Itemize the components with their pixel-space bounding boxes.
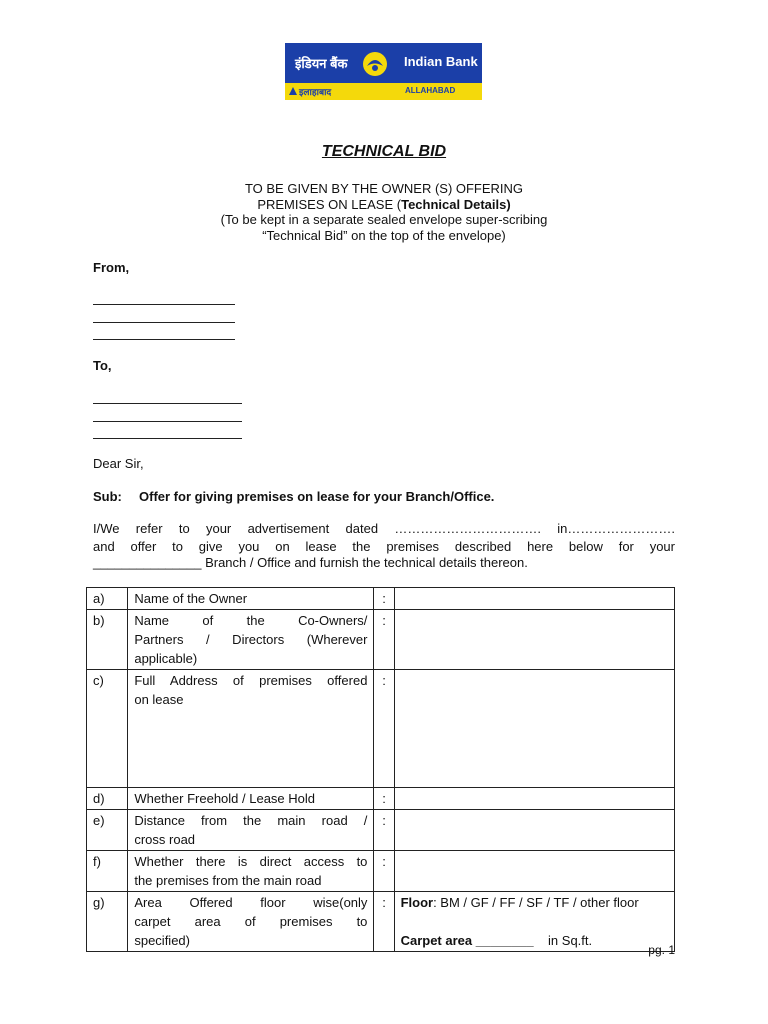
row-separator: :: [374, 810, 394, 851]
subject-label: Sub:: [93, 489, 122, 504]
row-id: a): [87, 588, 128, 610]
row-label-line: Area Offered floor wise(only: [134, 895, 368, 910]
from-blank-line[interactable]: [93, 304, 235, 305]
floor-label: Floor: [400, 895, 434, 910]
row-id: d): [87, 788, 128, 810]
row-label-line: applicable): [134, 651, 198, 666]
to-blank-line[interactable]: [93, 421, 242, 422]
document-title: TECHNICAL BID: [321, 143, 447, 160]
row-label: [128, 851, 374, 892]
freehold-leasehold-field[interactable]: [394, 788, 674, 810]
row-separator: :: [374, 892, 394, 952]
from-label: From,: [93, 260, 130, 275]
carpet-area-line: [401, 931, 668, 950]
page-number: pg. 1: [648, 943, 675, 957]
subtitle-line-2-prefix: PREMISES ON LEASE (: [257, 197, 402, 212]
subject-text: Offer for giving premises on lease for your Branch/Office.: [139, 489, 495, 504]
row-separator: :: [374, 788, 394, 810]
branch-blank[interactable]: _______________: [93, 555, 202, 570]
row-label: [128, 892, 374, 952]
row-label-line: the premises from the main road: [134, 873, 322, 888]
to-blank-line[interactable]: [93, 438, 242, 439]
row-label-line: carpet area of premises to: [134, 914, 368, 929]
row-label-line: cross road: [134, 832, 196, 847]
subtitle-line-1: TO BE GIVEN BY THE OWNER (S) OFFERING: [244, 181, 524, 196]
distance-field[interactable]: [394, 810, 674, 851]
floor-line: [401, 893, 668, 912]
table-row: [87, 810, 675, 851]
to-blank-line[interactable]: [93, 403, 242, 404]
row-separator: :: [374, 670, 394, 788]
row-label-line: specified): [134, 933, 190, 948]
row-id: e): [87, 810, 128, 851]
carpet-area-unit: in Sq.ft.: [548, 933, 593, 948]
table-row: [87, 670, 675, 788]
intro-line-2: and offer to give you on lease the premises described here below for your: [93, 539, 675, 554]
row-label-line: Full Address of premises offered: [134, 673, 368, 688]
bank-emblem-icon: [361, 50, 389, 78]
row-separator: :: [374, 588, 394, 610]
logo-english-sub: ALLAHABAD: [405, 86, 456, 95]
table-row: [87, 892, 675, 952]
to-label: To,: [93, 358, 112, 373]
intro-line-3: [93, 555, 675, 570]
from-blank-line[interactable]: [93, 322, 235, 323]
table-row: [87, 588, 675, 610]
row-id: f): [87, 851, 128, 892]
owner-name-field[interactable]: [394, 588, 674, 610]
row-label-line: Distance from the main road /: [134, 813, 368, 828]
carpet-area-label: Carpet area: [400, 933, 473, 948]
table-row: [87, 851, 675, 892]
row-label-line: on lease: [134, 692, 184, 707]
row-label-line: Whether there is direct access to: [134, 854, 368, 869]
row-id: g): [87, 892, 128, 952]
from-blank-line[interactable]: [93, 339, 235, 340]
row-separator: :: [374, 851, 394, 892]
row-label-line: Name of the Co-Owners/: [134, 613, 368, 628]
row-id: b): [87, 610, 128, 670]
subtitle-line-4: “Technical Bid” on the top of the envelope): [262, 228, 506, 243]
subtitle-line-3: (To be kept in a separate sealed envelope super-scribing: [220, 212, 548, 227]
row-label: Name of the Owner: [128, 588, 374, 610]
row-label: [128, 810, 374, 851]
direct-access-field[interactable]: [394, 851, 674, 892]
logo-strip: [285, 83, 482, 100]
table-row: [87, 610, 675, 670]
logo-hindi-name: इंडियन बैंक: [295, 56, 348, 71]
subtitle-line-2-bold: Technical Details): [401, 197, 511, 212]
address-field[interactable]: [394, 670, 674, 788]
row-label: [128, 610, 374, 670]
floor-options: : BM / GF / FF / SF / TF / other floor: [433, 895, 639, 910]
intro-line-3-text: Branch / Office and furnish the technical details thereon.: [201, 555, 528, 570]
triangle-icon: [289, 87, 297, 95]
row-id: c): [87, 670, 128, 788]
row-label-line: Partners / Directors (Wherever: [134, 632, 368, 647]
intro-line-1: I/We refer to your advertisement dated ……………………………. in…………………….: [93, 521, 675, 536]
logo-english-name: Indian Bank: [404, 54, 478, 69]
logo-hindi-sub: इलाहाबाद: [299, 87, 332, 97]
row-label: Whether Freehold / Lease Hold: [128, 788, 374, 810]
carpet-area-blank[interactable]: ________: [475, 933, 534, 948]
row-label: [128, 670, 374, 788]
technical-details-table: [86, 587, 675, 952]
subtitle-line-2: [0, 197, 768, 212]
table-row: [87, 788, 675, 810]
salutation: Dear Sir,: [93, 456, 144, 471]
bank-logo: [285, 43, 482, 100]
row-separator: :: [374, 610, 394, 670]
subject-line: [93, 489, 675, 504]
co-owners-field[interactable]: [394, 610, 674, 670]
area-field[interactable]: [394, 892, 674, 952]
